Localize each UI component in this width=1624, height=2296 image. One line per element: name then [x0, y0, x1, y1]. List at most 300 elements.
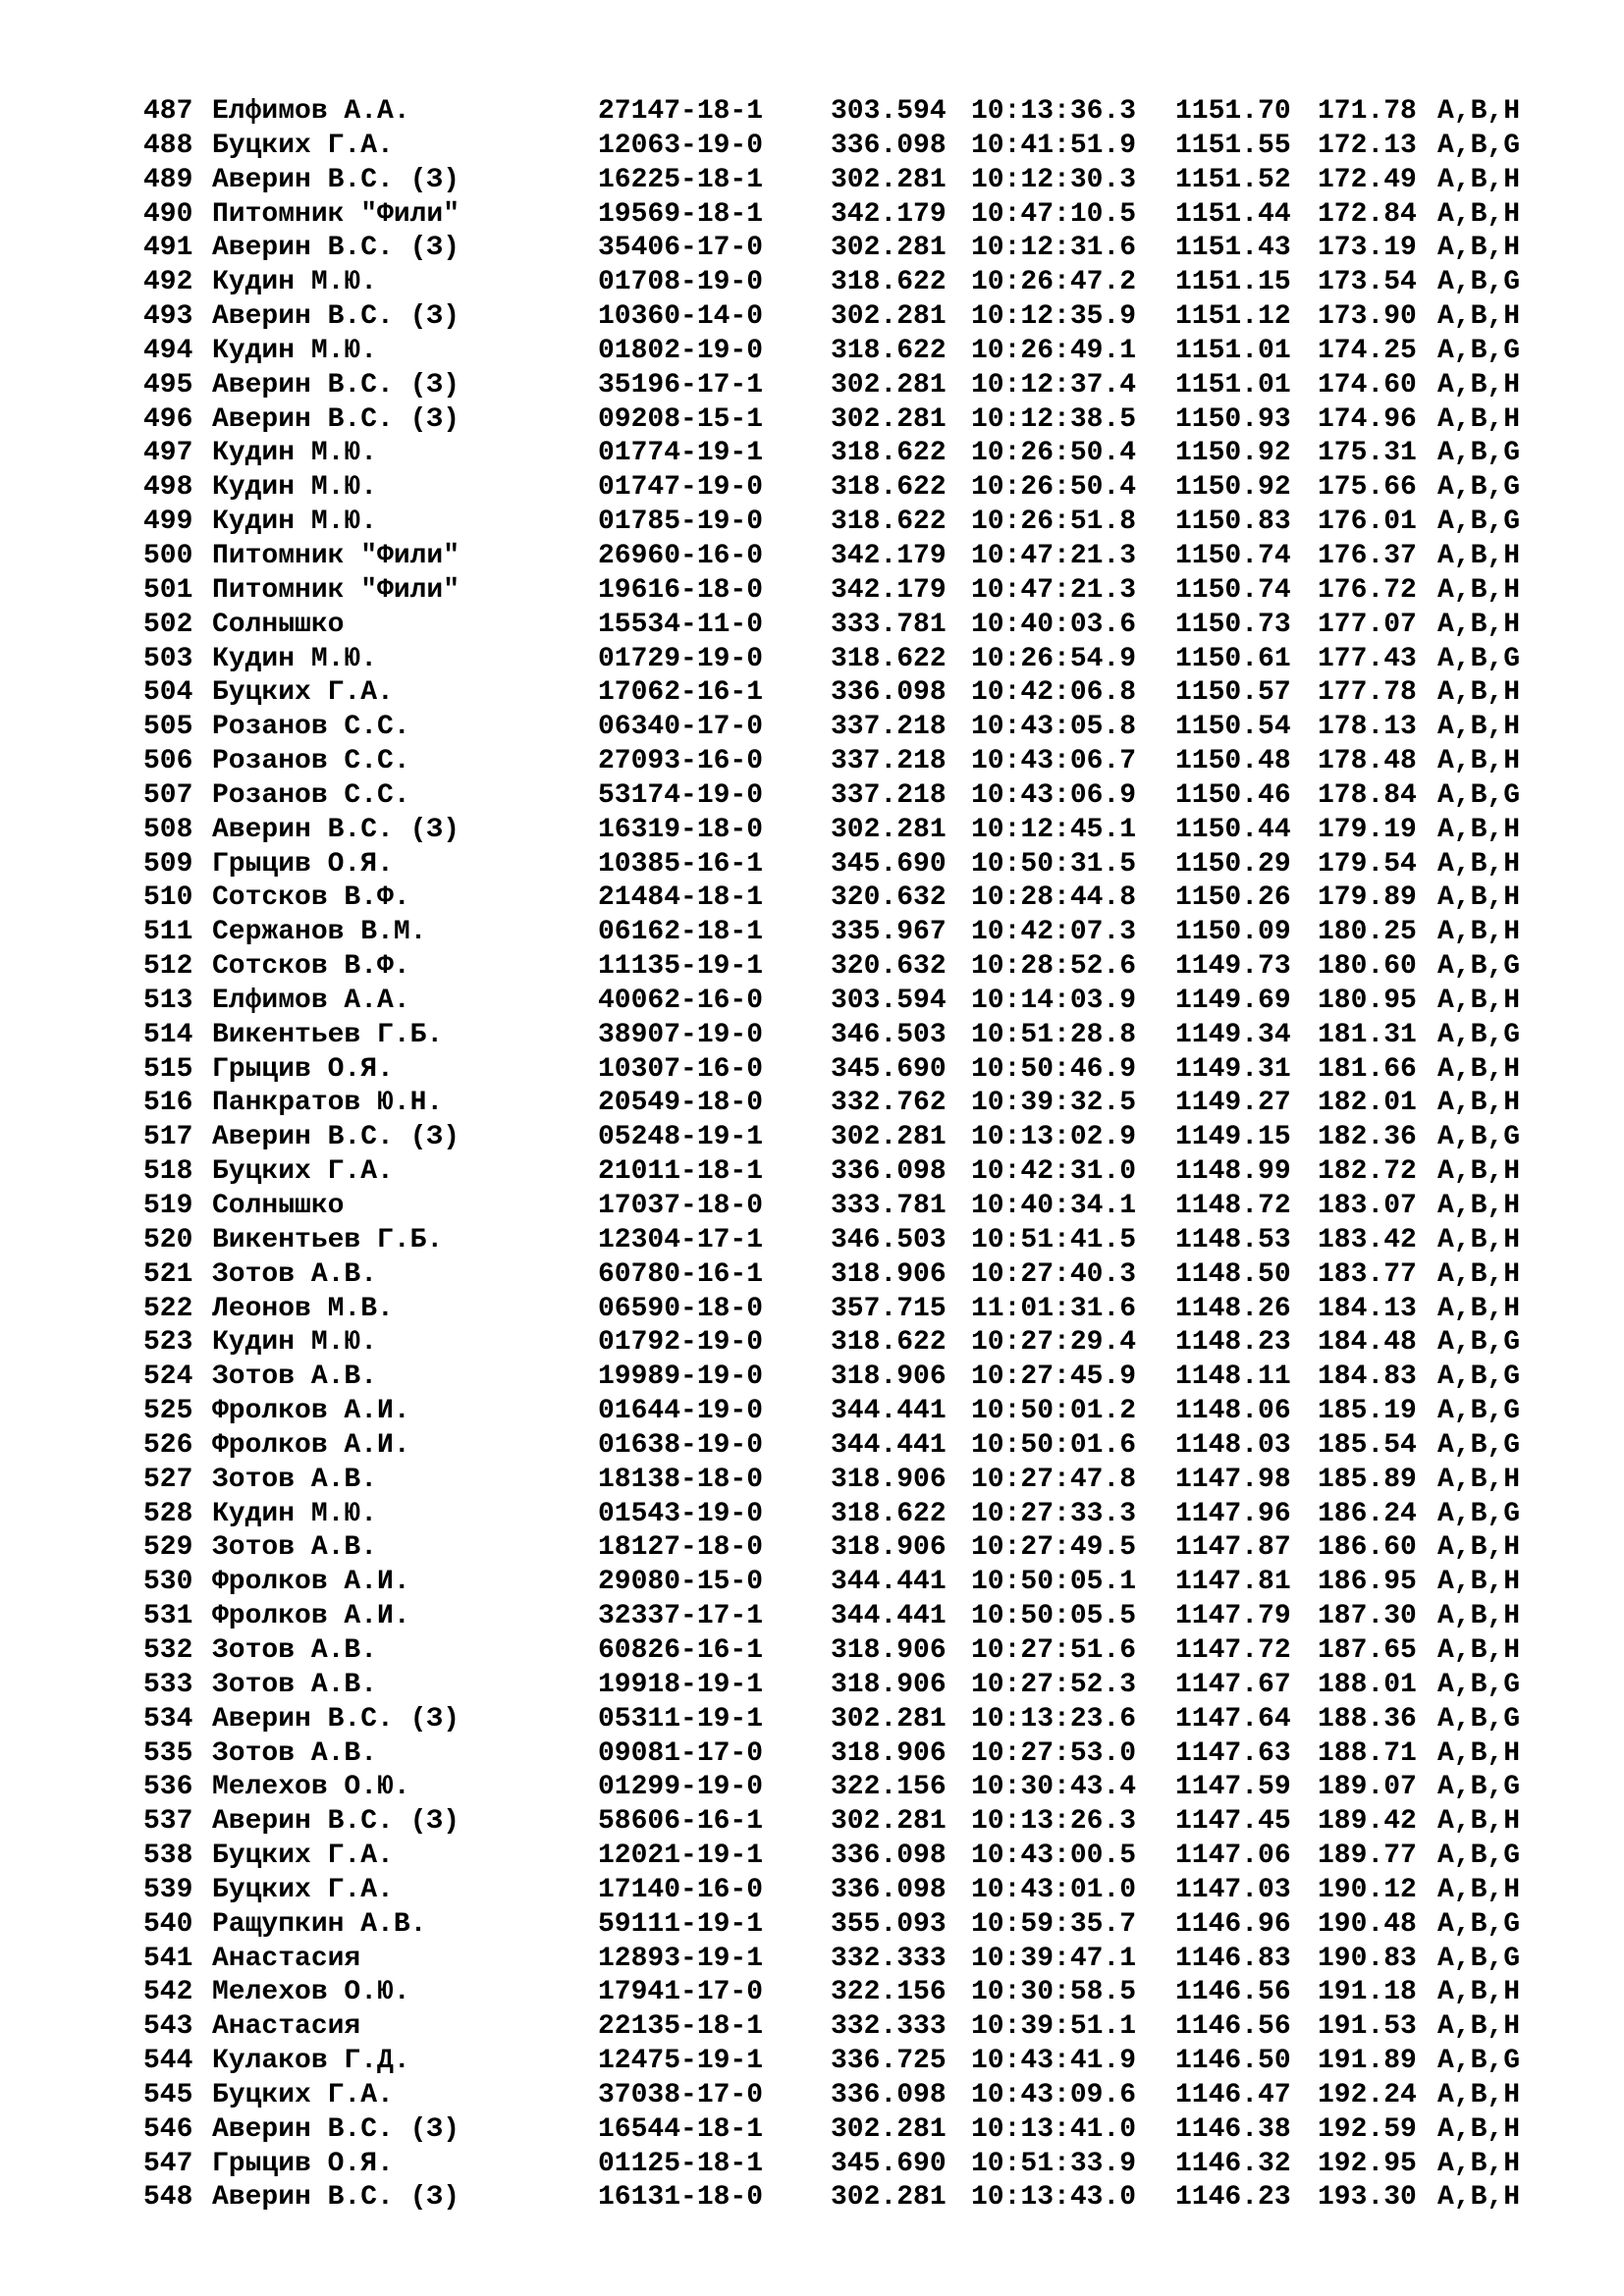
points: 180.95 [1318, 985, 1417, 1016]
arrival-time: 10:50:05.5 [971, 1601, 1137, 1632]
points: 183.42 [1318, 1224, 1417, 1255]
category-flags: A,B,H [1437, 1464, 1521, 1495]
distance: 344.441 [831, 1429, 947, 1461]
table-row [143, 1703, 1521, 1737]
points: 191.18 [1318, 1977, 1417, 2008]
speed: 1150.73 [1175, 609, 1291, 640]
arrival-time: 10:13:41.0 [971, 2113, 1137, 2145]
arrival-time: 10:12:30.3 [971, 164, 1137, 195]
distance: 318.906 [831, 1737, 947, 1769]
points: 189.07 [1318, 1772, 1417, 1803]
fancier-name: Мелехов О.Ю. [212, 1977, 410, 2008]
speed: 1148.23 [1175, 1327, 1291, 1359]
speed: 1148.99 [1175, 1156, 1291, 1188]
distance: 336.098 [831, 2079, 947, 2110]
place-number: 504 [143, 677, 193, 709]
ring-number: 17941-17-0 [598, 1977, 764, 2008]
speed: 1147.67 [1175, 1669, 1291, 1700]
ring-number: 53174-19-0 [598, 779, 764, 811]
fancier-name: Кудин М.Ю. [212, 267, 378, 298]
table-row [143, 95, 1521, 130]
points: 184.13 [1318, 1293, 1417, 1324]
points: 177.43 [1318, 643, 1417, 674]
distance: 333.781 [831, 609, 947, 640]
category-flags: A,B,G [1437, 130, 1521, 161]
speed: 1148.03 [1175, 1429, 1291, 1461]
fancier-name: Розанов С.С. [212, 779, 410, 811]
table-row [143, 1019, 1521, 1053]
points: 186.95 [1318, 1567, 1417, 1598]
place-number: 496 [143, 403, 193, 435]
speed: 1148.06 [1175, 1396, 1291, 1427]
table-row [143, 814, 1521, 848]
category-flags: A,B,G [1437, 1122, 1521, 1153]
points: 185.54 [1318, 1429, 1417, 1461]
ring-number: 18138-18-0 [598, 1464, 764, 1495]
fancier-name: Аверин В.С. (З) [212, 301, 460, 333]
arrival-time: 10:43:01.0 [971, 1874, 1137, 1905]
place-number: 521 [143, 1258, 193, 1290]
table-row [143, 745, 1521, 779]
fancier-name: Кудин М.Ю. [212, 507, 378, 538]
distance: 302.281 [831, 2113, 947, 2145]
category-flags: A,B,H [1437, 1156, 1521, 1188]
speed: 1150.92 [1175, 438, 1291, 469]
points: 173.54 [1318, 267, 1417, 298]
points: 189.77 [1318, 1841, 1417, 1872]
ring-number: 01774-19-1 [598, 438, 764, 469]
place-number: 517 [143, 1122, 193, 1153]
distance: 357.715 [831, 1293, 947, 1324]
arrival-time: 10:50:31.5 [971, 848, 1137, 880]
arrival-time: 10:27:52.3 [971, 1669, 1137, 1700]
category-flags: A,B,H [1437, 1224, 1521, 1255]
speed: 1150.48 [1175, 746, 1291, 777]
fancier-name: Кулаков Г.Д. [212, 2046, 410, 2077]
arrival-time: 10:50:46.9 [971, 1053, 1137, 1085]
place-number: 501 [143, 574, 193, 606]
place-number: 497 [143, 438, 193, 469]
place-number: 525 [143, 1396, 193, 1427]
category-flags: A,B,G [1437, 643, 1521, 674]
fancier-name: Кудин М.Ю. [212, 472, 378, 504]
fancier-name: Аверин В.С. (З) [212, 164, 460, 195]
points: 190.12 [1318, 1874, 1417, 1905]
fancier-name: Кудин М.Ю. [212, 1498, 378, 1529]
arrival-time: 10:47:21.3 [971, 574, 1137, 606]
speed: 1147.96 [1175, 1498, 1291, 1529]
place-number: 518 [143, 1156, 193, 1188]
distance: 320.632 [831, 951, 947, 983]
table-row [143, 232, 1521, 266]
table-row [143, 2045, 1521, 2079]
speed: 1147.64 [1175, 1703, 1291, 1735]
distance: 302.281 [831, 403, 947, 435]
speed: 1149.31 [1175, 1053, 1291, 1085]
arrival-time: 10:43:09.6 [971, 2079, 1137, 2110]
ring-number: 22135-18-1 [598, 2011, 764, 2043]
table-row [143, 2148, 1521, 2182]
place-number: 536 [143, 1772, 193, 1803]
points: 188.36 [1318, 1703, 1417, 1735]
table-row [143, 1293, 1521, 1327]
fancier-name: Ращупкин А.В. [212, 1908, 427, 1940]
ring-number: 60780-16-1 [598, 1258, 764, 1290]
table-row [143, 574, 1521, 609]
points: 185.89 [1318, 1464, 1417, 1495]
place-number: 520 [143, 1224, 193, 1255]
arrival-time: 10:39:32.5 [971, 1088, 1137, 1119]
points: 178.48 [1318, 746, 1417, 777]
speed: 1150.46 [1175, 779, 1291, 811]
place-number: 489 [143, 164, 193, 195]
fancier-name: Розанов С.С. [212, 712, 410, 743]
table-row [143, 164, 1521, 198]
points: 179.89 [1318, 882, 1417, 914]
speed: 1150.74 [1175, 540, 1291, 571]
place-number: 534 [143, 1703, 193, 1735]
ring-number: 16319-18-0 [598, 814, 764, 845]
distance: 318.906 [831, 1532, 947, 1564]
arrival-time: 10:43:41.9 [971, 2046, 1137, 2077]
table-row [143, 1874, 1521, 1908]
points: 173.90 [1318, 301, 1417, 333]
place-number: 526 [143, 1429, 193, 1461]
arrival-time: 10:50:05.1 [971, 1567, 1137, 1598]
distance: 318.906 [831, 1464, 947, 1495]
category-flags: A,B,G [1437, 2046, 1521, 2077]
ring-number: 27147-18-1 [598, 96, 764, 127]
ring-number: 37038-17-0 [598, 2079, 764, 2110]
table-row [143, 643, 1521, 677]
place-number: 508 [143, 814, 193, 845]
category-flags: A,B,H [1437, 1532, 1521, 1564]
fancier-name: Анастасия [212, 2011, 361, 2043]
arrival-time: 10:27:45.9 [971, 1362, 1137, 1393]
place-number: 532 [143, 1634, 193, 1666]
category-flags: A,B,G [1437, 1703, 1521, 1735]
results-table [143, 95, 1521, 2216]
ring-number: 01729-19-0 [598, 643, 764, 674]
table-row [143, 130, 1521, 164]
distance: 332.762 [831, 1088, 947, 1119]
ring-number: 01299-19-0 [598, 1772, 764, 1803]
category-flags: A,B,H [1437, 2011, 1521, 2043]
arrival-time: 11:01:31.6 [971, 1293, 1137, 1324]
place-number: 509 [143, 848, 193, 880]
table-row [143, 471, 1521, 506]
speed: 1150.29 [1175, 848, 1291, 880]
category-flags: A,B,G [1437, 1327, 1521, 1359]
table-row [143, 2010, 1521, 2045]
place-number: 527 [143, 1464, 193, 1495]
arrival-time: 10:26:50.4 [971, 472, 1137, 504]
arrival-time: 10:27:29.4 [971, 1327, 1137, 1359]
distance: 344.441 [831, 1567, 947, 1598]
ring-number: 15534-11-0 [598, 609, 764, 640]
distance: 336.098 [831, 677, 947, 709]
ring-number: 10360-14-0 [598, 301, 764, 333]
arrival-time: 10:50:01.2 [971, 1396, 1137, 1427]
category-flags: A,B,G [1437, 438, 1521, 469]
category-flags: A,B,G [1437, 1943, 1521, 1974]
speed: 1148.26 [1175, 1293, 1291, 1324]
arrival-time: 10:28:52.6 [971, 951, 1137, 983]
place-number: 546 [143, 2113, 193, 2145]
distance: 346.503 [831, 1019, 947, 1050]
fancier-name: Солнышко [212, 1191, 345, 1221]
speed: 1147.45 [1175, 1806, 1291, 1838]
place-number: 531 [143, 1601, 193, 1632]
distance: 318.622 [831, 472, 947, 504]
arrival-time: 10:59:35.7 [971, 1908, 1137, 1940]
category-flags: A,B,H [1437, 917, 1521, 948]
ring-number: 06590-18-0 [598, 1293, 764, 1324]
place-number: 505 [143, 712, 193, 743]
points: 183.07 [1318, 1191, 1417, 1221]
points: 187.65 [1318, 1634, 1417, 1666]
table-row [143, 2181, 1521, 2216]
points: 182.72 [1318, 1156, 1417, 1188]
arrival-time: 10:12:31.6 [971, 233, 1137, 264]
points: 179.54 [1318, 848, 1417, 880]
ring-number: 06162-18-1 [598, 917, 764, 948]
ring-number: 01543-19-0 [598, 1498, 764, 1529]
table-row [143, 1258, 1521, 1293]
ring-number: 05248-19-1 [598, 1122, 764, 1153]
points: 186.24 [1318, 1498, 1417, 1529]
table-row [143, 1464, 1521, 1498]
speed: 1146.56 [1175, 2011, 1291, 2043]
fancier-name: Солнышко [212, 609, 345, 640]
place-number: 538 [143, 1841, 193, 1872]
distance: 302.281 [831, 233, 947, 264]
speed: 1150.92 [1175, 472, 1291, 504]
category-flags: A,B,H [1437, 1874, 1521, 1905]
place-number: 500 [143, 540, 193, 571]
arrival-time: 10:47:10.5 [971, 198, 1137, 230]
distance: 336.098 [831, 1841, 947, 1872]
arrival-time: 10:13:26.3 [971, 1806, 1137, 1838]
arrival-time: 10:51:33.9 [971, 2148, 1137, 2179]
ring-number: 19989-19-0 [598, 1362, 764, 1393]
fancier-name: Викентьев Г.Б. [212, 1224, 444, 1255]
fancier-name: Буцких Г.А. [212, 2079, 394, 2110]
fancier-name: Сержанов В.М. [212, 917, 427, 948]
ring-number: 01638-19-0 [598, 1429, 764, 1461]
category-flags: A,B,H [1437, 2148, 1521, 2179]
fancier-name: Аверин В.С. (З) [212, 2113, 460, 2145]
fancier-name: Аверин В.С. (З) [212, 2182, 460, 2214]
arrival-time: 10:12:35.9 [971, 301, 1137, 333]
category-flags: A,B,H [1437, 746, 1521, 777]
distance: 322.156 [831, 1772, 947, 1803]
speed: 1149.73 [1175, 951, 1291, 983]
table-row [143, 848, 1521, 882]
ring-number: 09208-15-1 [598, 403, 764, 435]
speed: 1149.15 [1175, 1122, 1291, 1153]
distance: 318.622 [831, 643, 947, 674]
place-number: 488 [143, 130, 193, 161]
distance: 303.594 [831, 96, 947, 127]
ring-number: 10307-16-0 [598, 1053, 764, 1085]
points: 174.25 [1318, 335, 1417, 366]
category-flags: A,B,H [1437, 1053, 1521, 1085]
speed: 1149.27 [1175, 1088, 1291, 1119]
category-flags: A,B,G [1437, 1362, 1521, 1393]
place-number: 510 [143, 882, 193, 914]
distance: 318.622 [831, 1498, 947, 1529]
fancier-name: Аверин В.С. (З) [212, 369, 460, 400]
arrival-time: 10:13:36.3 [971, 96, 1137, 127]
speed: 1150.74 [1175, 574, 1291, 606]
speed: 1151.55 [1175, 130, 1291, 161]
arrival-time: 10:51:41.5 [971, 1224, 1137, 1255]
table-row [143, 266, 1521, 300]
category-flags: A,B,G [1437, 1498, 1521, 1529]
distance: 345.690 [831, 2148, 947, 2179]
table-row [143, 198, 1521, 233]
distance: 302.281 [831, 1703, 947, 1735]
distance: 318.622 [831, 1327, 947, 1359]
speed: 1147.63 [1175, 1737, 1291, 1769]
category-flags: A,B,H [1437, 2113, 1521, 2145]
category-flags: A,B,H [1437, 1258, 1521, 1290]
distance: 342.179 [831, 540, 947, 571]
place-number: 506 [143, 746, 193, 777]
distance: 318.906 [831, 1258, 947, 1290]
arrival-time: 10:26:49.1 [971, 335, 1137, 366]
arrival-time: 10:51:28.8 [971, 1019, 1137, 1050]
fancier-name: Питомник "Фили" [212, 540, 460, 571]
fancier-name: Зотов А.В. [212, 1634, 378, 1666]
speed: 1151.01 [1175, 369, 1291, 400]
speed: 1147.72 [1175, 1634, 1291, 1666]
table-row [143, 985, 1521, 1019]
fancier-name: Буцких Г.А. [212, 677, 394, 709]
category-flags: A,B,G [1437, 1669, 1521, 1700]
points: 191.89 [1318, 2046, 1417, 2077]
arrival-time: 10:40:34.1 [971, 1191, 1137, 1221]
place-number: 522 [143, 1293, 193, 1324]
fancier-name: Буцких Г.А. [212, 1841, 394, 1872]
category-flags: A,B,H [1437, 677, 1521, 709]
speed: 1147.87 [1175, 1532, 1291, 1564]
table-row [143, 1669, 1521, 1703]
category-flags: A,B,H [1437, 2182, 1521, 2214]
distance: 302.281 [831, 1806, 947, 1838]
points: 173.19 [1318, 233, 1417, 264]
fancier-name: Сотсков В.Ф. [212, 882, 410, 914]
ring-number: 09081-17-0 [598, 1737, 764, 1769]
fancier-name: Буцких Г.А. [212, 130, 394, 161]
distance: 342.179 [831, 198, 947, 230]
place-number: 502 [143, 609, 193, 640]
arrival-time: 10:13:02.9 [971, 1122, 1137, 1153]
arrival-time: 10:13:43.0 [971, 2182, 1137, 2214]
points: 175.31 [1318, 438, 1417, 469]
distance: 355.093 [831, 1908, 947, 1940]
speed: 1151.44 [1175, 198, 1291, 230]
fancier-name: Викентьев Г.Б. [212, 1019, 444, 1050]
distance: 337.218 [831, 779, 947, 811]
table-row [143, 1976, 1521, 2010]
speed: 1150.54 [1175, 712, 1291, 743]
distance: 318.622 [831, 438, 947, 469]
ring-number: 16544-18-1 [598, 2113, 764, 2145]
distance: 345.690 [831, 848, 947, 880]
category-flags: A,B,H [1437, 96, 1521, 127]
category-flags: A,B,H [1437, 403, 1521, 435]
ring-number: 32337-17-1 [598, 1601, 764, 1632]
speed: 1147.06 [1175, 1841, 1291, 1872]
table-row [143, 1224, 1521, 1258]
table-row [143, 950, 1521, 985]
ring-number: 18127-18-0 [598, 1532, 764, 1564]
category-flags: A,B,H [1437, 1088, 1521, 1119]
arrival-time: 10:47:21.3 [971, 540, 1137, 571]
table-row [143, 1155, 1521, 1190]
points: 184.83 [1318, 1362, 1417, 1393]
place-number: 503 [143, 643, 193, 674]
table-row [143, 1805, 1521, 1840]
place-number: 493 [143, 301, 193, 333]
fancier-name: Аверин В.С. (З) [212, 1806, 460, 1838]
points: 192.95 [1318, 2148, 1417, 2179]
points: 181.31 [1318, 1019, 1417, 1050]
category-flags: A,B,H [1437, 540, 1521, 571]
fancier-name: Анастасия [212, 1943, 361, 1974]
fancier-name: Аверин В.С. (З) [212, 814, 460, 845]
category-flags: A,B,G [1437, 1908, 1521, 1940]
distance: 303.594 [831, 985, 947, 1016]
distance: 302.281 [831, 1122, 947, 1153]
place-number: 545 [143, 2079, 193, 2110]
speed: 1150.83 [1175, 507, 1291, 538]
points: 172.49 [1318, 164, 1417, 195]
table-row [143, 1908, 1521, 1943]
distance: 335.967 [831, 917, 947, 948]
fancier-name: Зотов А.В. [212, 1464, 378, 1495]
ring-number: 16131-18-0 [598, 2182, 764, 2214]
arrival-time: 10:50:01.6 [971, 1429, 1137, 1461]
place-number: 524 [143, 1362, 193, 1393]
fancier-name: Розанов С.С. [212, 746, 410, 777]
points: 182.36 [1318, 1122, 1417, 1153]
speed: 1151.52 [1175, 164, 1291, 195]
ring-number: 10385-16-1 [598, 848, 764, 880]
distance: 318.622 [831, 267, 947, 298]
points: 172.13 [1318, 130, 1417, 161]
table-row [143, 1531, 1521, 1566]
category-flags: A,B,H [1437, 848, 1521, 880]
arrival-time: 10:26:47.2 [971, 267, 1137, 298]
ring-number: 12893-19-1 [598, 1943, 764, 1974]
category-flags: A,B,G [1437, 779, 1521, 811]
arrival-time: 10:43:00.5 [971, 1841, 1137, 1872]
fancier-name: Кудин М.Ю. [212, 643, 378, 674]
place-number: 533 [143, 1669, 193, 1700]
table-row [143, 1737, 1521, 1772]
arrival-time: 10:26:50.4 [971, 438, 1137, 469]
distance: 318.622 [831, 335, 947, 366]
ring-number: 19569-18-1 [598, 198, 764, 230]
points: 182.01 [1318, 1088, 1417, 1119]
ring-number: 40062-16-0 [598, 985, 764, 1016]
speed: 1150.09 [1175, 917, 1291, 948]
table-row [143, 1326, 1521, 1361]
category-flags: A,B,G [1437, 1019, 1521, 1050]
